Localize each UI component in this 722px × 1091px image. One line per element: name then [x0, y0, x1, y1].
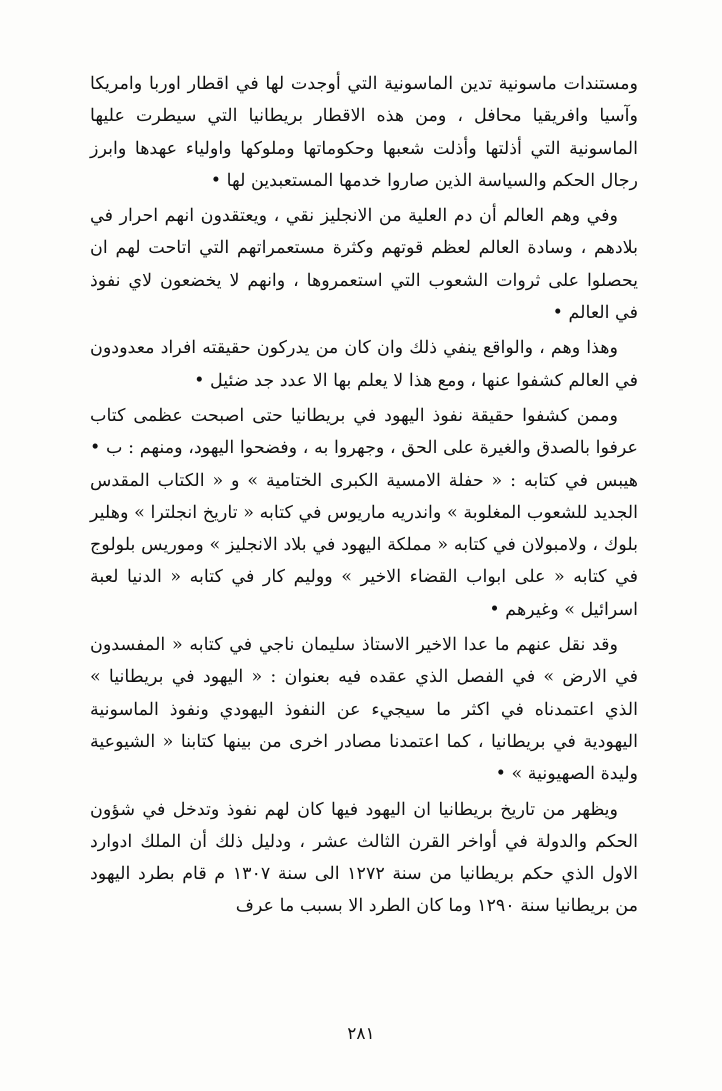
page-number: ٢٨١ — [347, 1024, 375, 1044]
paragraph-4: وممن كشفوا حقيقة نفوذ اليهود في بريطانيا حتى اصبحت عظمى كتاب عرفوا بالصدق والغيرة على الحق ، وجهروا به ، وفضحوا اليهود، ومنهم : ب • هيبس في كتابه : « حفلة الامسية الكبرى الختامية » و « الكتاب المقدس الجديد للشعوب المغلوبة » واندريه ماريوس في كتابه « تاريخ انجلترا » وهلير بلوك ، ولامبولان في كتابه « مملكة اليهود في بلاد الانجليز » وموريس بلولوج في كتابه « على ابواب القضاء الاخير » ووليم كار في كتابه « الدنيا لعبة اسرائيل » وغيرهم • — [90, 405, 638, 620]
paragraph-6: ويظهر من تاريخ بريطانيا ان اليهود فيها كان لهم نفوذ وتدخل في شؤون الحكم والدولة في أواخر القرن الثالث عشر ، ودليل ذلك أن الملك ادوارد الاول الذي حكم بريطانيا من سنة ١٢٧٢ الى سنة ١٣٠٧ م قام بطرد اليهود من بريطانيا سنة ١٢٩٠ وما كان الطرد الا بسبب ما عرف — [90, 799, 639, 917]
body-text — [90, 68, 638, 923]
paragraph-2: وفي وهم العالم أن دم العلية من الانجليز نقي ، ويعتقدون انهم احرار في بلادهم ، وسادة العالم لعظم قوتهم وكثرة مستعمراتهم التي اتاحت لهم ان يحصلوا على ثروات الشعوب التي استعمروها ، وانهم لا يخضعون لاي نفوذ في العالم • — [90, 206, 638, 324]
paragraph-3: وهذا وهم ، والواقع ينفي ذلك وان كان من يدركون حقيقته افراد معدودون في العالم كشفوا عنها ، ومع هذا لا يعلم بها الا عدد جد ضئيل • — [90, 338, 638, 391]
paragraph-1: ومستندات ماسونية تدين الماسونية التي أوجدت لها في اقطار اوربا وامريكا وآسيا وافريقيا محافل ، ومن هذه الاقطار بريطانيا التي سيطرت عليها الماسونية التي أذلتها وأذلت شعبها وحكوماتها وملوكها واولياء عهدها وابرز رجال الحكم والسياسة الذين صاروا خدمها المستعبدين لها • — [90, 74, 638, 191]
paragraph-5: وقد نقل عنهم ما عدا الاخير الاستاذ سليمان ناجي في كتابه « المفسدون في الارض » في الفصل الذي عقده فيه بعنوان : « اليهود في بريطانيا » الذي اعتمدناه في اكثر ما سيجيء عن النفوذ اليهودي ونفوذ الماسونية اليهودية في بريطانيا ، كما اعتمدنا مصادر اخرى من بينها كتابنا « الشيوعية وليدة الصهيونية » • — [90, 635, 638, 785]
